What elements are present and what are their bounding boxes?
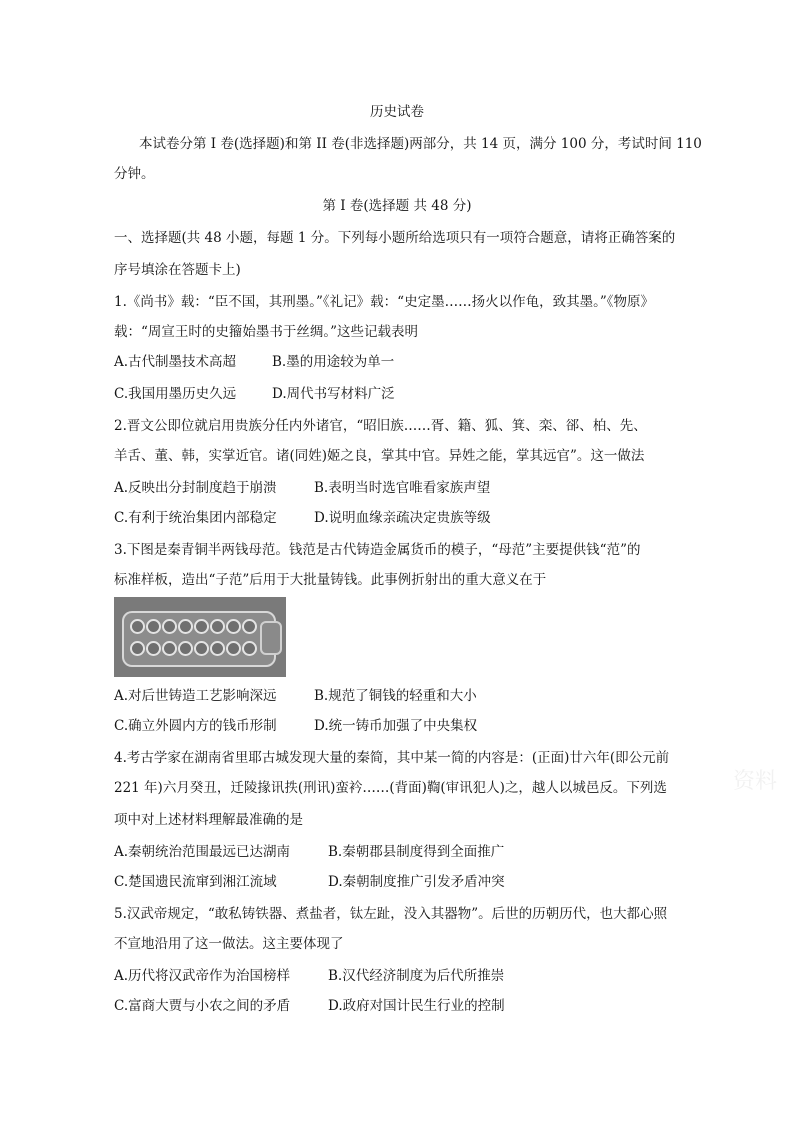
coin-cast (242, 619, 257, 634)
question-5-stem-line-1: 5.汉武帝规定，“敢私铸铁器、煮盐者，钛左趾，没入其器物”。后世的历朝历代，也大都心照 (114, 906, 668, 922)
question-5-option-a: A.历代将汉武帝作为治国榜样 (114, 968, 291, 984)
coin-cast (130, 641, 145, 656)
question-3-option-b: B.规范了铜钱的轻重和大小 (314, 688, 477, 704)
coin-cast (162, 641, 177, 656)
instructions-line-2: 序号填涂在答题卡上) (114, 262, 241, 278)
coin-cast (210, 619, 225, 634)
section-title: 第 I 卷(选择题 共 48 分) (322, 198, 472, 214)
question-2-stem-line-2: 羊舌、董、韩，实掌近官。诸(同姓)姬之良，掌其中官。异姓之能，掌其远官”。这一做法 (114, 448, 645, 464)
question-5-stem-line-2: 不宣地沿用了这一做法。这主要体现了 (114, 936, 344, 952)
coin-cast (146, 619, 161, 634)
question-5-option-d: D.政府对国计民生行业的控制 (328, 998, 505, 1014)
question-4-option-c: C.楚国遗民流窜到湘江流域 (114, 874, 277, 890)
question-4-stem-line-3: 项中对上述材料理解最准确的是 (114, 812, 303, 828)
question-2-option-c: C.有利于统治集团内部稳定 (114, 510, 277, 526)
question-4-stem-line-2: 221 年)六月癸丑，迁陵掾讯抶(刑讯)蛮衿……(背面)鞫(审讯犯人)之，越人以城邑反。下列选 (114, 780, 667, 796)
question-5-option-b: B.汉代经济制度为后代所推崇 (328, 968, 505, 984)
intro-line-2: 分钟。 (114, 166, 155, 182)
question-1-option-d: D.周代书写材料广泛 (272, 386, 395, 402)
question-3-stem-line-2: 标准样板，造出“子范”后用于大批量铸钱。此事例折射出的重大意义在于 (114, 572, 547, 588)
coin-cast (178, 641, 193, 656)
coin-cast (210, 641, 225, 656)
question-4-stem-line-1: 4.考古学家在湖南省里耶古城发现大量的秦简，其中某一简的内容是：(正面)廿六年(即公元前 (114, 750, 670, 766)
question-2-option-a: A.反映出分封制度趋于崩溃 (114, 480, 277, 496)
question-4-option-d: D.秦朝制度推广引发矛盾冲突 (328, 874, 505, 890)
question-1-option-b: B.墨的用途较为单一 (272, 354, 395, 370)
coin-cast (242, 641, 257, 656)
page-title: 历史试卷 (370, 104, 424, 120)
coin-cast (146, 641, 161, 656)
instructions-line-1: 一、选择题(共 48 小题，每题 1 分。下列每小题所给选项只有一项符合题意，请将正确答案的 (114, 230, 676, 246)
coin-mold-handle (260, 621, 282, 655)
intro-line-1: 本试卷分第 I 卷(选择题)和第 II 卷(非选择题)两部分，共 14 页，满分 100 分，考试时间 110 (139, 136, 702, 152)
coin-cast (226, 619, 241, 634)
question-4-option-b: B.秦朝郡县制度得到全面推广 (328, 844, 505, 860)
coin-cast (226, 641, 241, 656)
coin-cast (178, 619, 193, 634)
question-3-option-d: D.统一铸币加强了中央集权 (314, 718, 478, 734)
question-3-option-a: A.对后世铸造工艺影响深远 (114, 688, 277, 704)
question-1-option-c: C.我国用墨历史久远 (114, 386, 237, 402)
coin-mold-frame (122, 611, 276, 667)
coin-cast (194, 641, 209, 656)
watermark: 资料 (733, 769, 778, 794)
question-1-stem-line-2: 载：“周宣王时的史籀始墨书于丝绸。”这些记载表明 (114, 324, 419, 340)
question-3-stem-line-1: 3.下图是秦青铜半两钱母范。钱范是古代铸造金属货币的模子，“母范”主要提供钱“范”的 (114, 542, 641, 558)
coin-cast (162, 619, 177, 634)
coin-cast (194, 619, 209, 634)
question-1-option-a: A.古代制墨技术高超 (114, 354, 237, 370)
question-1-stem-line-1: 1.《尚书》载：“臣不国，其刑墨。”《礼记》载：“史定墨……扬火以作龟，致其墨。”《物原》 (114, 294, 654, 310)
question-2-stem-line-1: 2.晋文公即位就启用贵族分任内外诸官，“昭旧族……胥、籍、狐、箕、栾、郤、柏、先、 (114, 418, 647, 434)
question-5-option-c: C.富商大贾与小农之间的矛盾 (114, 998, 291, 1014)
question-2-option-d: D.说明血缘亲疏决定贵族等级 (314, 510, 491, 526)
question-3-option-c: C.确立外圆内方的钱币形制 (114, 718, 277, 734)
coin-cast (130, 619, 145, 634)
coin-mold-image (114, 597, 286, 677)
question-2-option-b: B.表明当时选官唯看家族声望 (314, 480, 491, 496)
question-4-option-a: A.秦朝统治范围最远已达湖南 (114, 844, 291, 860)
